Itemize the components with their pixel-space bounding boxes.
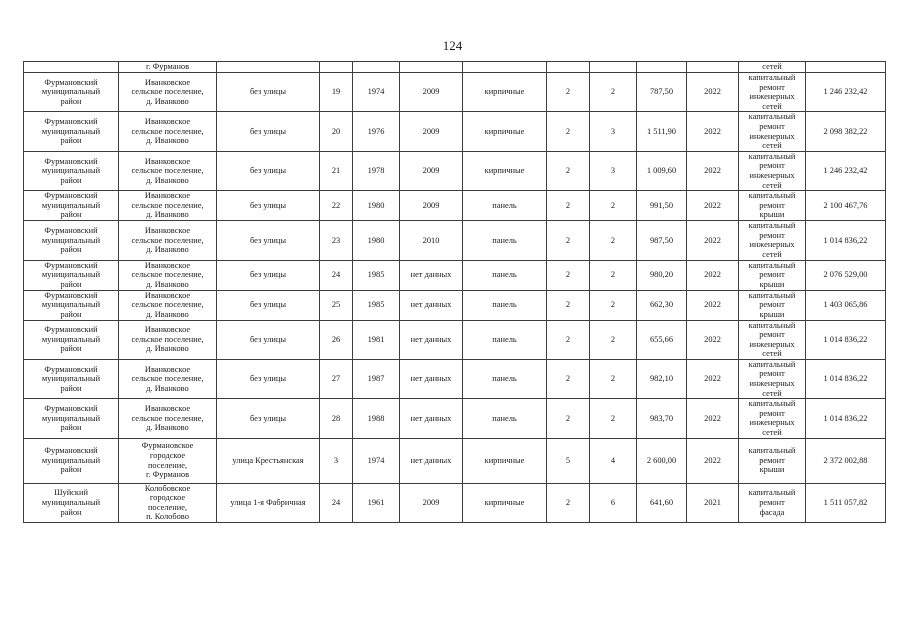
cell-year-built: 1980: [353, 221, 400, 260]
cell-year-repair: 2009: [400, 151, 463, 190]
cell-settlement: г. Фурманов: [119, 62, 217, 73]
cell-house: 28: [320, 399, 353, 438]
cell-house: [320, 62, 353, 73]
cell-plan-year: 2022: [687, 399, 739, 438]
cell-year-built: 1976: [353, 112, 400, 151]
cell-area: 2 600,00: [637, 438, 687, 483]
cell-material: панель: [463, 191, 547, 221]
cell-street: без улицы: [217, 290, 320, 320]
cell-plan-year: [687, 62, 739, 73]
cell-material: панель: [463, 221, 547, 260]
cell-cost: 2 076 529,00: [806, 260, 886, 290]
cell-material: кирпичные: [463, 151, 547, 190]
cell-year-built: 1988: [353, 399, 400, 438]
table-row: [24, 191, 886, 221]
cell-area: 982,10: [637, 359, 687, 398]
table-row: [24, 73, 886, 112]
cell-street: без улицы: [217, 73, 320, 112]
cell-year-built: 1980: [353, 191, 400, 221]
cell-street: без улицы: [217, 151, 320, 190]
cell-year-repair: нет данных: [400, 290, 463, 320]
cell-year-repair: [400, 62, 463, 73]
table-row: [24, 438, 886, 483]
cell-entrances: 3: [590, 112, 637, 151]
cell-area: 987,50: [637, 221, 687, 260]
cell-entrances: 3: [590, 151, 637, 190]
cell-year-repair: 2009: [400, 73, 463, 112]
cell-area: 980,20: [637, 260, 687, 290]
cell-area: 1 009,60: [637, 151, 687, 190]
cell-plan-year: 2022: [687, 290, 739, 320]
cell-material: панель: [463, 359, 547, 398]
cell-work: капитальный ремонт инженерных сетей: [739, 320, 806, 359]
cell-work: капитальный ремонт инженерных сетей: [739, 221, 806, 260]
cell-material: панель: [463, 320, 547, 359]
cell-settlement: Иванковское сельское поселение, д. Иванково: [119, 290, 217, 320]
cell-house: 23: [320, 221, 353, 260]
cell-area: 641,60: [637, 483, 687, 522]
cell-material: кирпичные: [463, 483, 547, 522]
cell-house: 27: [320, 359, 353, 398]
cell-district: Фурмановский муниципальный район: [24, 399, 119, 438]
cell-plan-year: 2022: [687, 221, 739, 260]
cell-work: сетей: [739, 62, 806, 73]
cell-year-repair: нет данных: [400, 359, 463, 398]
cell-plan-year: 2022: [687, 73, 739, 112]
cell-district: Фурмановский муниципальный район: [24, 260, 119, 290]
cell-district: Фурмановский муниципальный район: [24, 438, 119, 483]
cell-work: капитальный ремонт инженерных сетей: [739, 359, 806, 398]
cell-year-built: 1985: [353, 290, 400, 320]
cell-year-repair: нет данных: [400, 438, 463, 483]
cell-street: [217, 62, 320, 73]
cell-work: капитальный ремонт крыши: [739, 260, 806, 290]
cell-house: 22: [320, 191, 353, 221]
table-row: [24, 483, 886, 522]
cell-entrances: [590, 62, 637, 73]
cell-house: 24: [320, 260, 353, 290]
cell-plan-year: 2022: [687, 359, 739, 398]
cell-plan-year: 2022: [687, 320, 739, 359]
cell-work: капитальный ремонт крыши: [739, 191, 806, 221]
continuation-row: [24, 62, 886, 73]
cell-material: панель: [463, 399, 547, 438]
cell-settlement: Иванковское сельское поселение, д. Иванково: [119, 359, 217, 398]
cell-entrances: 2: [590, 320, 637, 359]
cell-cost: 1 014 836,22: [806, 399, 886, 438]
cell-floors: 5: [547, 438, 590, 483]
cell-district: Фурмановский муниципальный район: [24, 359, 119, 398]
cell-entrances: 2: [590, 73, 637, 112]
cell-house: 25: [320, 290, 353, 320]
cell-cost: 1 246 232,42: [806, 73, 886, 112]
cell-district: Фурмановский муниципальный район: [24, 112, 119, 151]
cell-cost: 1 403 065,86: [806, 290, 886, 320]
table-row: [24, 112, 886, 151]
cell-material: кирпичные: [463, 438, 547, 483]
cell-street: без улицы: [217, 112, 320, 151]
cell-entrances: 2: [590, 191, 637, 221]
cell-settlement: Иванковское сельское поселение, д. Иванково: [119, 260, 217, 290]
cell-floors: 2: [547, 483, 590, 522]
cell-year-repair: 2009: [400, 483, 463, 522]
cell-settlement: Иванковское сельское поселение, д. Иванково: [119, 112, 217, 151]
cell-area: 787,50: [637, 73, 687, 112]
cell-year-repair: 2010: [400, 221, 463, 260]
table-row: [24, 399, 886, 438]
cell-street: без улицы: [217, 221, 320, 260]
cell-house: 20: [320, 112, 353, 151]
cell-district: Шуйский муниципальный район: [24, 483, 119, 522]
cell-street: без улицы: [217, 191, 320, 221]
cell-material: панель: [463, 260, 547, 290]
cell-area: 983,70: [637, 399, 687, 438]
table-row: [24, 260, 886, 290]
cell-entrances: 6: [590, 483, 637, 522]
cell-street: улица 1-я Фабричная: [217, 483, 320, 522]
cell-district: Фурмановский муниципальный район: [24, 320, 119, 359]
cell-floors: 2: [547, 290, 590, 320]
table-row: [24, 320, 886, 359]
cell-area: [637, 62, 687, 73]
cell-year-built: 1961: [353, 483, 400, 522]
cell-year-repair: нет данных: [400, 399, 463, 438]
cell-settlement: Колобовское городское поселение, п. Колобово: [119, 483, 217, 522]
cell-year-repair: нет данных: [400, 260, 463, 290]
cell-house: 21: [320, 151, 353, 190]
cell-work: капитальный ремонт инженерных сетей: [739, 73, 806, 112]
cell-material: панель: [463, 290, 547, 320]
cell-cost: 1 014 836,22: [806, 320, 886, 359]
cell-district: [24, 62, 119, 73]
cell-floors: [547, 62, 590, 73]
cell-material: кирпичные: [463, 112, 547, 151]
cell-material: [463, 62, 547, 73]
cell-floors: 2: [547, 112, 590, 151]
cell-work: капитальный ремонт крыши: [739, 438, 806, 483]
cell-cost: [806, 62, 886, 73]
cell-settlement: Иванковское сельское поселение, д. Иванково: [119, 151, 217, 190]
cell-work: капитальный ремонт крыши: [739, 290, 806, 320]
housing-repair-table: [23, 61, 886, 523]
cell-house: 19: [320, 73, 353, 112]
cell-entrances: 2: [590, 221, 637, 260]
cell-year-built: 1985: [353, 260, 400, 290]
cell-floors: 2: [547, 151, 590, 190]
table-row: [24, 221, 886, 260]
cell-street: без улицы: [217, 399, 320, 438]
cell-entrances: 2: [590, 290, 637, 320]
cell-work: капитальный ремонт фасада: [739, 483, 806, 522]
cell-year-built: 1981: [353, 320, 400, 359]
cell-settlement: Иванковское сельское поселение, д. Иванково: [119, 73, 217, 112]
cell-material: кирпичные: [463, 73, 547, 112]
cell-settlement: Фурмановское городское поселение, г. Фурманов: [119, 438, 217, 483]
cell-street: без улицы: [217, 320, 320, 359]
cell-cost: 2 098 382,22: [806, 112, 886, 151]
cell-cost: 2 372 002,88: [806, 438, 886, 483]
cell-plan-year: 2022: [687, 191, 739, 221]
cell-district: Фурмановский муниципальный район: [24, 73, 119, 112]
cell-floors: 2: [547, 221, 590, 260]
page-number: 124: [442, 38, 463, 53]
cell-district: Фурмановский муниципальный район: [24, 290, 119, 320]
cell-cost: 1 511 057,82: [806, 483, 886, 522]
cell-house: 3: [320, 438, 353, 483]
cell-year-built: 1978: [353, 151, 400, 190]
cell-entrances: 2: [590, 359, 637, 398]
table-row: [24, 359, 886, 398]
cell-area: 655,66: [637, 320, 687, 359]
cell-work: капитальный ремонт инженерных сетей: [739, 151, 806, 190]
cell-plan-year: 2022: [687, 438, 739, 483]
cell-floors: 2: [547, 399, 590, 438]
cell-settlement: Иванковское сельское поселение, д. Иванково: [119, 191, 217, 221]
cell-year-repair: 2009: [400, 191, 463, 221]
table-row: [24, 151, 886, 190]
cell-year-built: 1974: [353, 73, 400, 112]
cell-cost: 1 246 232,42: [806, 151, 886, 190]
cell-area: 1 511,90: [637, 112, 687, 151]
cell-settlement: Иванковское сельское поселение, д. Иванково: [119, 320, 217, 359]
cell-plan-year: 2022: [687, 151, 739, 190]
cell-floors: 2: [547, 359, 590, 398]
cell-floors: 2: [547, 191, 590, 221]
cell-cost: 2 100 467,76: [806, 191, 886, 221]
cell-plan-year: 2022: [687, 260, 739, 290]
cell-district: Фурмановский муниципальный район: [24, 191, 119, 221]
cell-work: капитальный ремонт инженерных сетей: [739, 112, 806, 151]
cell-plan-year: 2021: [687, 483, 739, 522]
cell-floors: 2: [547, 73, 590, 112]
cell-area: 991,50: [637, 191, 687, 221]
cell-entrances: 4: [590, 438, 637, 483]
cell-street: без улицы: [217, 260, 320, 290]
cell-entrances: 2: [590, 260, 637, 290]
cell-cost: 1 014 836,22: [806, 221, 886, 260]
table-row: [24, 290, 886, 320]
cell-house: 26: [320, 320, 353, 359]
cell-year-built: 1974: [353, 438, 400, 483]
cell-entrances: 2: [590, 399, 637, 438]
cell-street: улица Крестьянская: [217, 438, 320, 483]
cell-floors: 2: [547, 260, 590, 290]
cell-settlement: Иванковское сельское поселение, д. Иванково: [119, 399, 217, 438]
cell-area: 662,30: [637, 290, 687, 320]
cell-plan-year: 2022: [687, 112, 739, 151]
cell-house: 24: [320, 483, 353, 522]
cell-settlement: Иванковское сельское поселение, д. Иванково: [119, 221, 217, 260]
cell-district: Фурмановский муниципальный район: [24, 151, 119, 190]
cell-street: без улицы: [217, 359, 320, 398]
cell-year-built: [353, 62, 400, 73]
cell-floors: 2: [547, 320, 590, 359]
cell-district: Фурмановский муниципальный район: [24, 221, 119, 260]
cell-work: капитальный ремонт инженерных сетей: [739, 399, 806, 438]
cell-year-built: 1987: [353, 359, 400, 398]
cell-cost: 1 014 836,22: [806, 359, 886, 398]
cell-year-repair: нет данных: [400, 320, 463, 359]
cell-year-repair: 2009: [400, 112, 463, 151]
